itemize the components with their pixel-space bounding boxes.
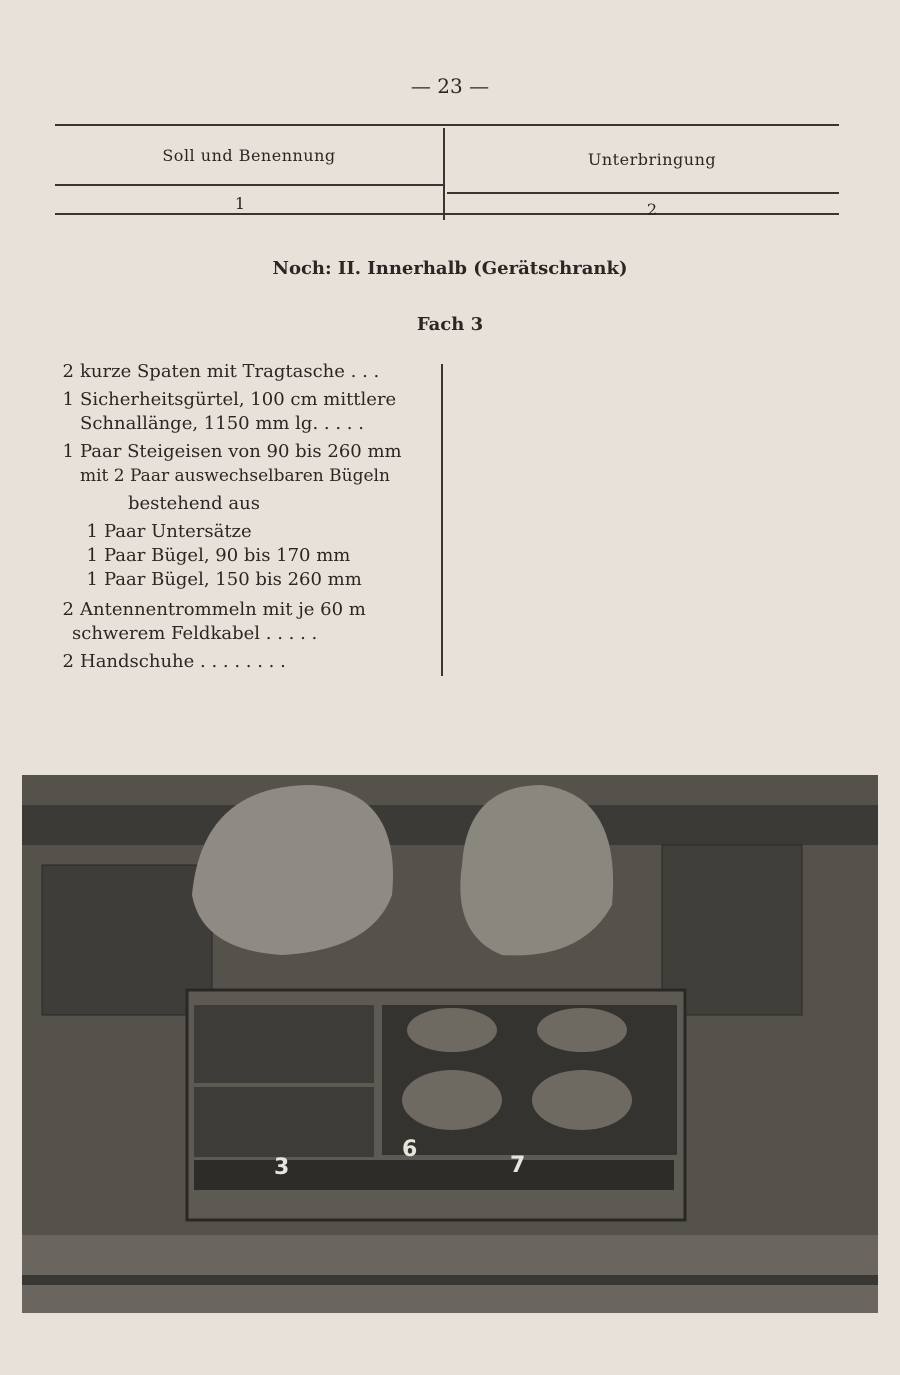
divider [55, 184, 443, 186]
item-qty: 1 [86, 521, 98, 542]
list-item [48, 568, 432, 592]
item-text: kurze Spaten mit Tragtasche . . . [80, 361, 380, 382]
equipment-photo [22, 775, 878, 1313]
photo-illustration [22, 775, 878, 1313]
item-text: Paar Untersätze [104, 521, 252, 542]
column-number-1: 1 [234, 194, 246, 213]
item-text: Paar Steigeisen von 90 bis 260 mm [80, 441, 402, 462]
item-text: mit 2 Paar auswechselbaren Bügeln [80, 466, 390, 486]
subsection-title: Fach 3 [416, 314, 484, 335]
item-qty: 1 [86, 569, 98, 590]
item-qty: 2 [62, 361, 74, 382]
item-text: Antennentrommeln mit je 60 m [80, 599, 366, 620]
list-item [48, 650, 432, 674]
divider [447, 192, 839, 194]
photo-label: 6 [402, 1137, 418, 1162]
item-text: Handschuhe . . . . . . . . [80, 651, 286, 672]
item-text: Paar Bügel, 90 bis 170 mm [104, 545, 351, 566]
item-text: Schnallänge, 1150 mm lg. . . . . [80, 413, 364, 434]
item-text: Sicherheitsgürtel, 100 cm mittlere [80, 389, 397, 410]
list-item [48, 598, 432, 646]
list-item [48, 388, 432, 436]
item-qty: 1 [62, 389, 74, 410]
item-text: bestehend aus [128, 493, 260, 514]
divider [443, 128, 445, 220]
page-number: — 23 — [410, 74, 490, 98]
list-item [48, 440, 432, 516]
item-qty: 2 [62, 651, 74, 672]
column-header-soll: Soll und Benennung [162, 146, 336, 165]
list-item [48, 360, 432, 384]
item-qty: 2 [62, 599, 74, 620]
section-title: Noch: II. Innerhalb (Gerätschrank) [272, 258, 628, 279]
item-text: Paar Bügel, 150 bis 260 mm [104, 569, 362, 590]
column-header-unterbringung: Unterbringung [587, 150, 717, 169]
item-qty: 1 [86, 545, 98, 566]
list-item [48, 544, 432, 568]
photo-label: 3 [274, 1155, 290, 1180]
column-number-2: 2 [646, 200, 658, 219]
divider [55, 124, 839, 126]
item-qty: 1 [62, 441, 74, 462]
item-text: schwerem Feldkabel . . . . . [72, 623, 318, 644]
photo-label: 7 [510, 1153, 526, 1178]
list-item [48, 520, 432, 544]
column-divider [441, 364, 443, 676]
